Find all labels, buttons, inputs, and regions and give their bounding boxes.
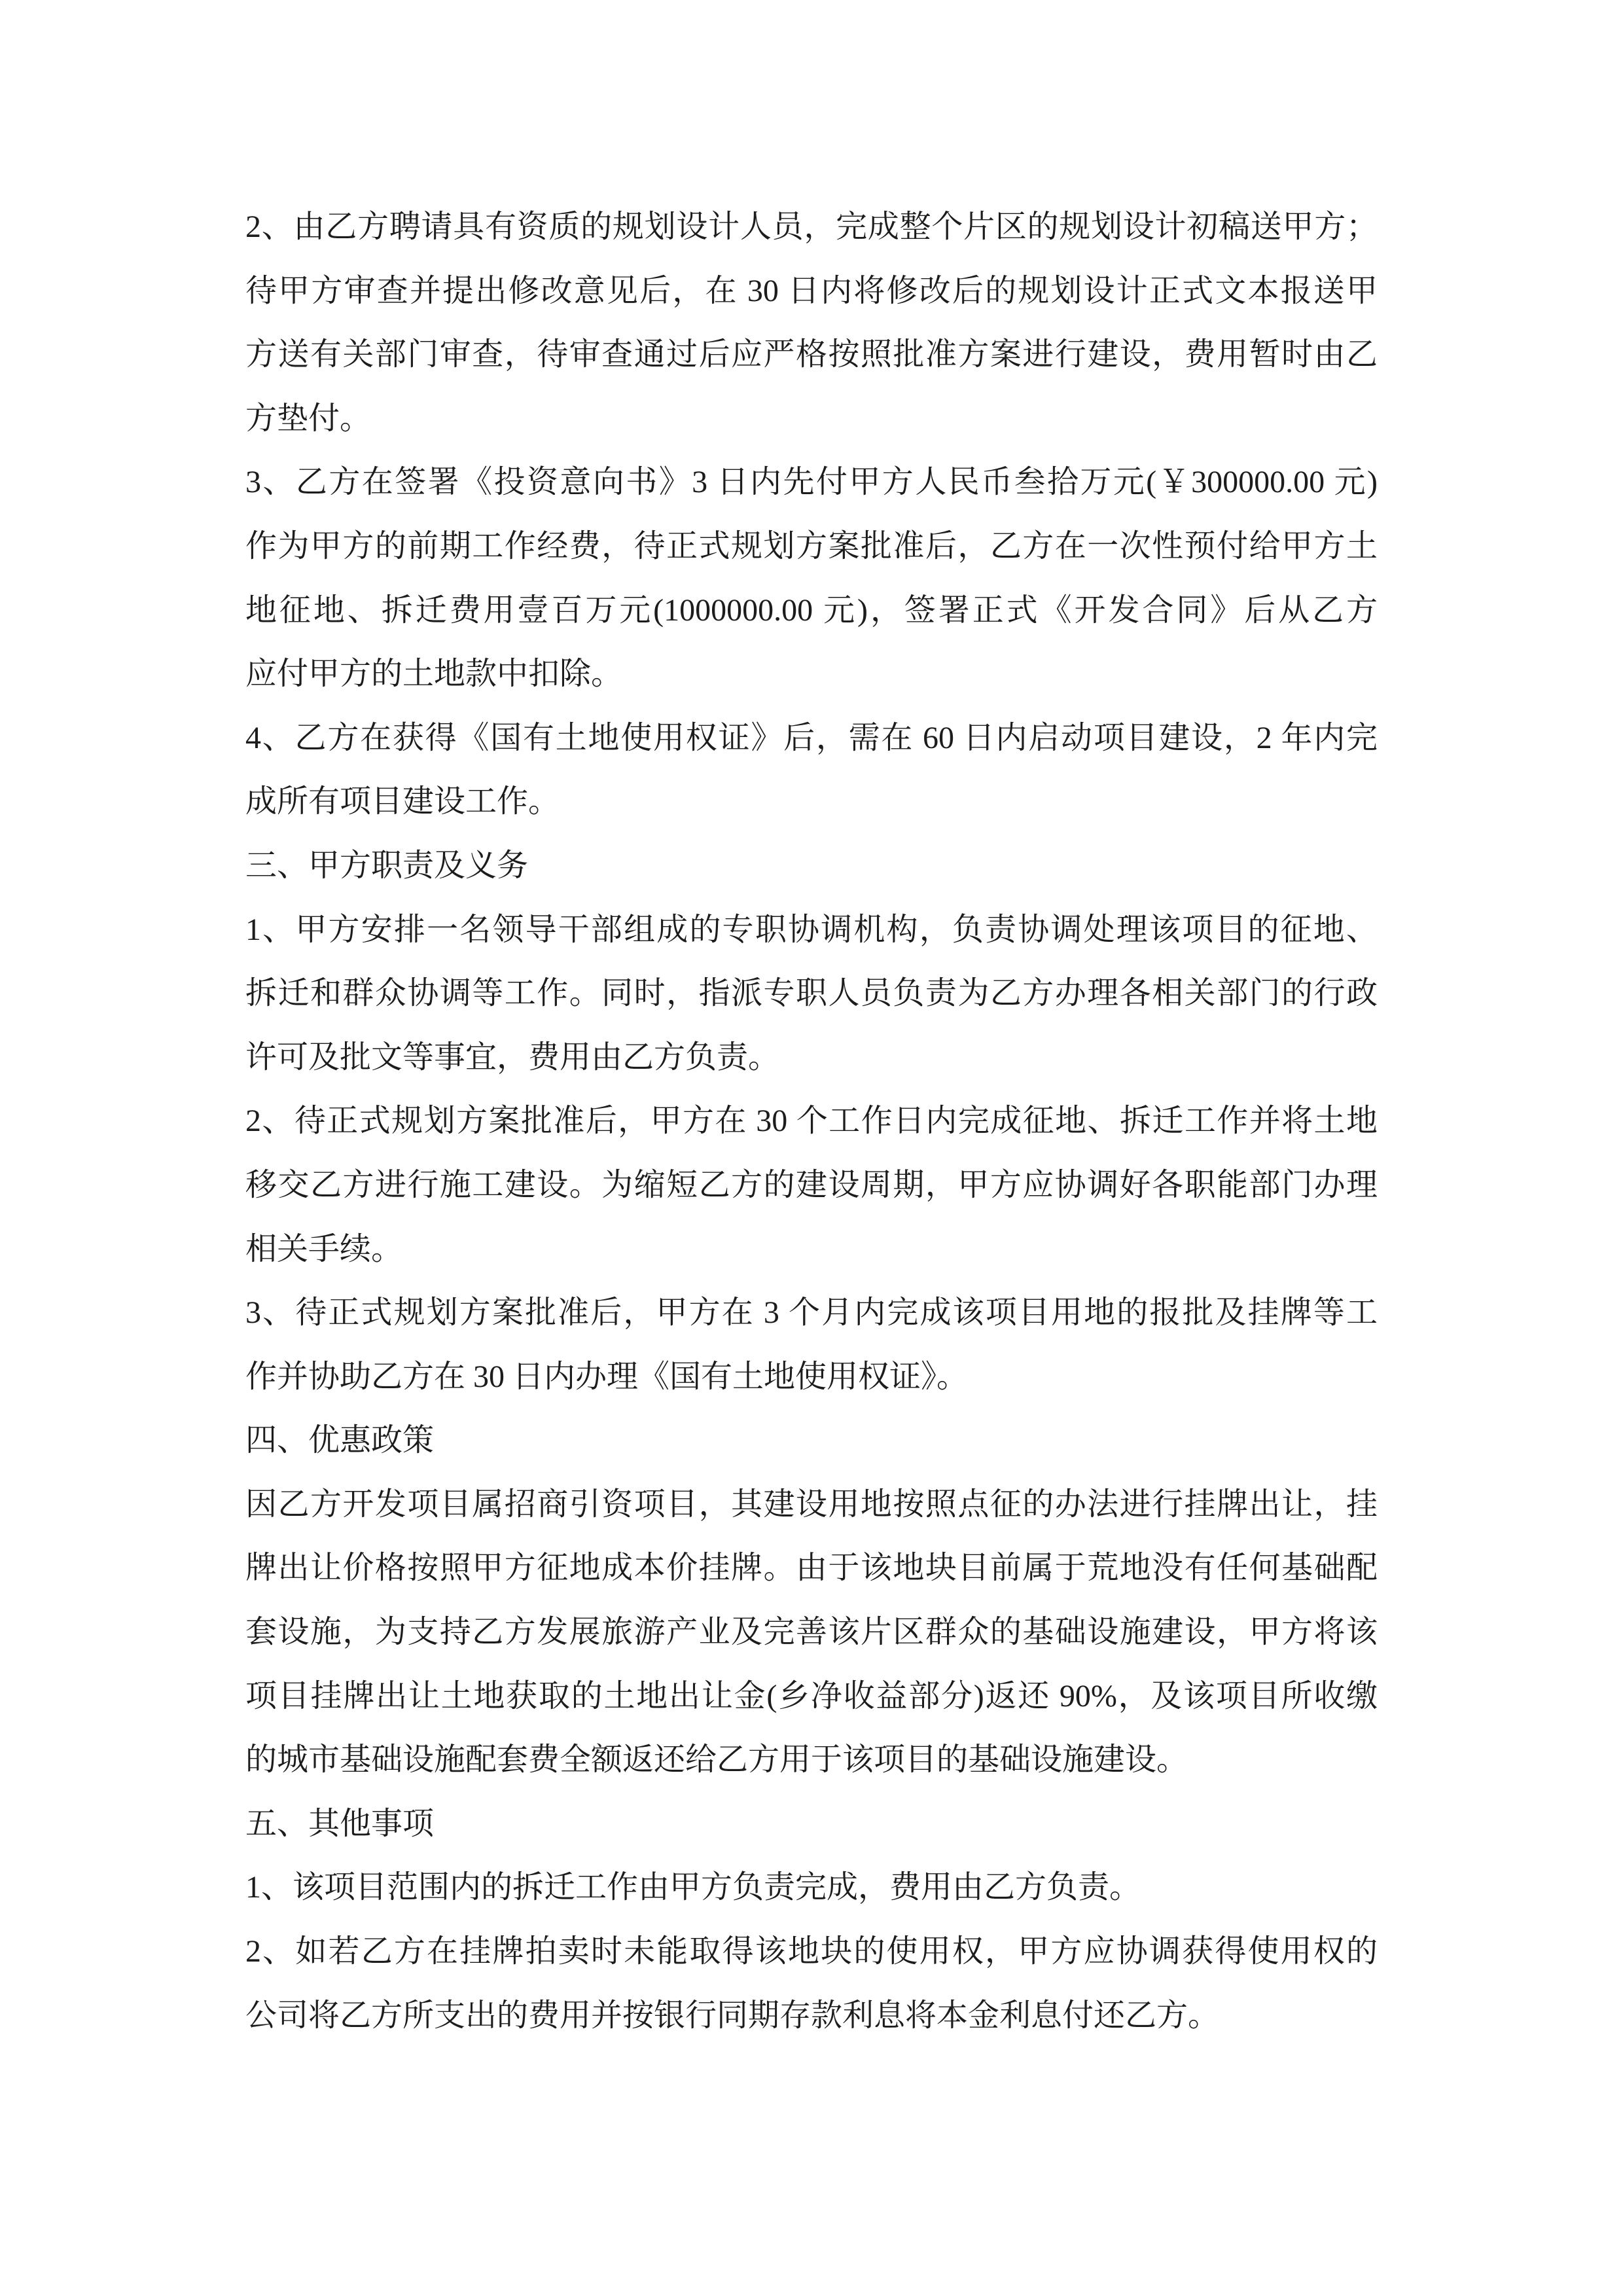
text-line: 1、甲方安排一名领导干部组成的专职协调机构，负责协调处理该项目的征地、 (245, 912, 1378, 947)
paragraph (245, 1281, 1378, 1408)
paragraph (245, 450, 1378, 706)
text-line: 2、待正式规划方案批准后，甲方在 30 个工作日内完成征地、拆迁工作并将土地 (245, 1103, 1378, 1139)
section-heading-text: 五、其他事项 (245, 1806, 435, 1841)
section-heading (245, 834, 1378, 898)
text-line: 地征地、拆迁费用壹百万元(1000000.00 元)，签署正式《开发合同》后从乙方 (245, 592, 1378, 628)
paragraph (245, 195, 1378, 450)
section-heading (245, 1792, 1378, 1856)
text-line: 拆迁和群众协调等工作。同时，指派专职人员负责为乙方办理各相关部门的行政 (245, 976, 1378, 1011)
paragraph (245, 706, 1378, 834)
section-heading-text: 三、甲方职责及义务 (245, 848, 529, 883)
text-line: 应付甲方的土地款中扣除。 (245, 656, 623, 692)
paragraph (245, 898, 1378, 1090)
text-line: 3、乙方在签署《投资意向书》3 日内先付甲方人民币叁拾万元(￥300000.00 元) (245, 465, 1378, 500)
paragraph (245, 1089, 1378, 1281)
text-line: 公司将乙方所支出的费用并按银行同期存款利息将本金利息付还乙方。 (245, 1998, 1220, 2033)
text-line: 1、该项目范围内的拆迁工作由甲方负责完成，费用由乙方负责。 (245, 1870, 1141, 1905)
paragraph (245, 1856, 1378, 1920)
text-line: 方送有关部门审查，待审查通过后应严格按照批准方案进行建设，费用暂时由乙 (245, 337, 1378, 372)
text-line: 相关手续。 (245, 1231, 403, 1266)
text-line: 项目挂牌出让土地获取的土地出让金(乡净收益部分)返还 90%，及该项目所收缴 (245, 1678, 1378, 1713)
text-line: 方垫付。 (245, 401, 372, 436)
text-line: 许可及批文等事宜，费用由乙方负责。 (245, 1039, 780, 1075)
text-line: 移交乙方进行施工建设。为缩短乙方的建设周期，甲方应协调好各职能部门办理 (245, 1167, 1378, 1202)
text-line: 2、由乙方聘请具有资质的规划设计人员，完成整个片区的规划设计初稿送甲方； (245, 209, 1378, 244)
section-heading-text: 四、优惠政策 (245, 1423, 435, 1458)
text-line: 3、待正式规划方案批准后，甲方在 3 个月内完成该项目用地的报批及挂牌等工 (245, 1295, 1378, 1331)
text-line: 作并协助乙方在 30 日内办理《国有土地使用权证》。 (245, 1359, 969, 1394)
text-line: 牌出让价格按照甲方征地成本价挂牌。由于该地块目前属于荒地没有任何基础配 (245, 1551, 1378, 1586)
text-line: 的城市基础设施配套费全额返还给乙方用于该项目的基础设施建设。 (245, 1742, 1188, 1778)
text-line: 成所有项目建设工作。 (245, 784, 560, 819)
text-line: 因乙方开发项目属招商引资项目，其建设用地按照点征的办法进行挂牌出让，挂 (245, 1486, 1378, 1522)
paragraph (245, 1920, 1378, 2047)
text-line: 待甲方审查并提出修改意见后，在 30 日内将修改后的规划设计正式文本报送甲 (245, 273, 1378, 308)
text-line: 套设施，为支持乙方发展旅游产业及完善该片区群众的基础设施建设，甲方将该 (245, 1615, 1378, 1650)
document-body (245, 195, 1378, 2047)
text-line: 4、乙方在获得《国有土地使用权证》后，需在 60 日内启动项目建设，2 年内完 (245, 720, 1378, 755)
text-line: 2、如若乙方在挂牌拍卖时未能取得该地块的使用权，甲方应协调获得使用权的 (245, 1934, 1378, 1969)
paragraph (245, 1473, 1378, 1792)
text-line: 作为甲方的前期工作经费，待正式规划方案批准后，乙方在一次性预付给甲方土 (245, 528, 1378, 564)
section-heading (245, 1408, 1378, 1473)
